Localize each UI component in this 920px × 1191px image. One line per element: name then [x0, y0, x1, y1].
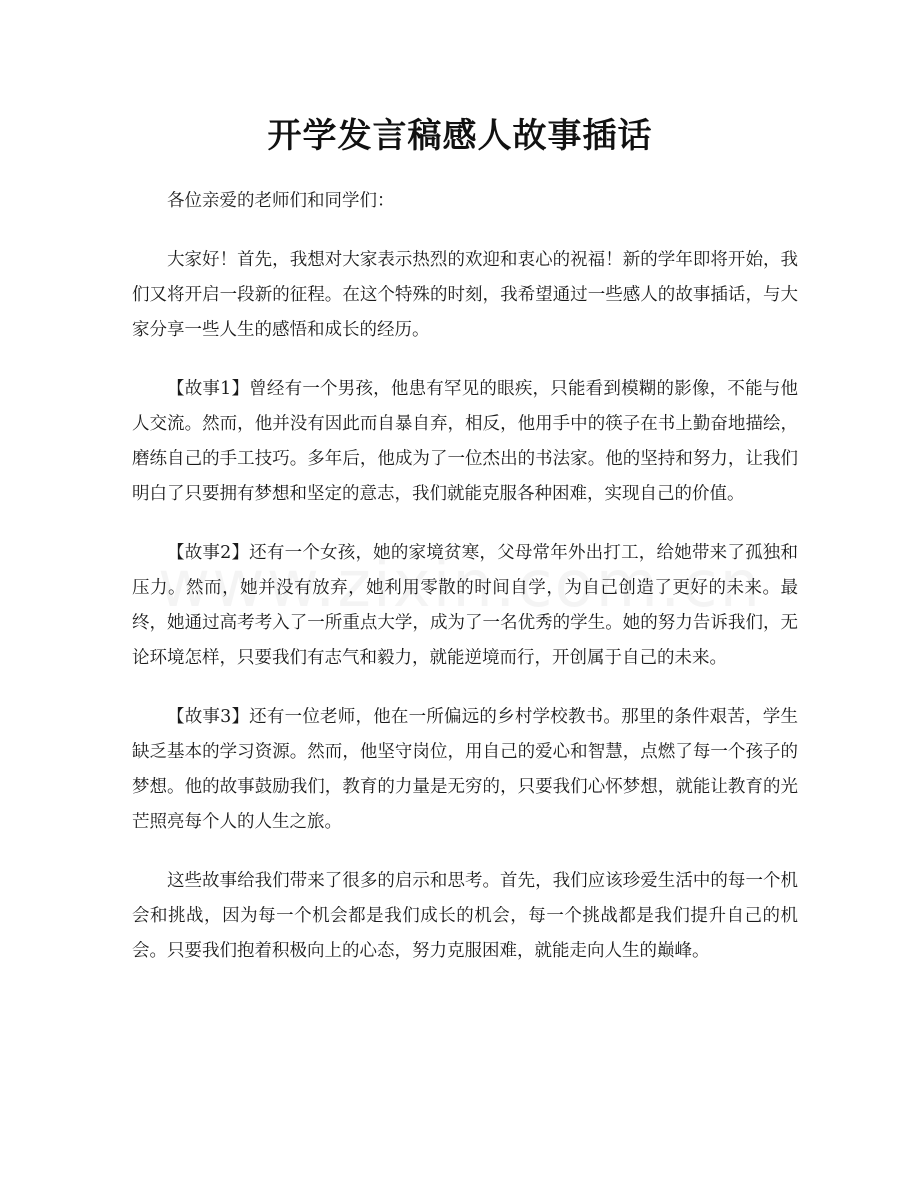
paragraph-reflection: 这些故事给我们带来了很多的启示和思考。首先，我们应该珍爱生活中的每一个机会和挑战，因为每一个机会都是我们成长的机会，每一个挑战都是我们提升自己的机会。只要我们抱着积极向上的心态，努力克服困难，就能走向人生的巅峰。	[132, 871, 798, 961]
paragraph-story-2: 【故事2】还有一个女孩，她的家境贫寒，父母常年外出打工，给她带来了孤独和压力。然而，她并没有放弃，她利用零散的时间自学，为自己创造了更好的未来。最终，她通过高考考入了一所重点大学，成为了一名优秀的学生。她的努力告诉我们，无论环境怎样，只要我们有志气和毅力，就能逆境而行，开创属于自己的未来。	[132, 543, 798, 668]
paragraph-story-1: 【故事1】曾经有一个男孩，他患有罕见的眼疾，只能看到模糊的影像，不能与他人交流。然而，他并没有因此而自暴自弃，相反，他用手中的筷子在书上勤奋地描绘，磨练自己的手工技巧。多年后，他成为了一位杰出的书法家。他的坚持和努力，让我们明白了只要拥有梦想和坚定的意志，我们就能克服各种困难，实现自己的价值。	[132, 379, 798, 504]
paragraph-story-3: 【故事3】还有一位老师，他在一所偏远的乡村学校教书。那里的条件艰苦，学生缺乏基本的学习资源。然而，他坚守岗位，用自己的爱心和智慧，点燃了每一个孩子的梦想。他的故事鼓励我们，教育的力量是无穷的，只要我们心怀梦想，就能让教育的光芒照亮每个人的人生之旅。	[132, 707, 798, 832]
paragraph-greeting: 各位亲爱的老师们和同学们：	[167, 191, 395, 211]
document-body	[132, 184, 798, 993]
paragraph-intro: 大家好！首先，我想对大家表示热烈的欢迎和衷心的祝福！新的学年即将开始，我们又将开启一段新的征程。在这个特殊的时刻，我希望通过一些感人的故事插话，与大家分享一些人生的感悟和成长的经历。	[132, 250, 798, 340]
document-title: 开学发言稿感人故事插话	[267, 116, 653, 156]
